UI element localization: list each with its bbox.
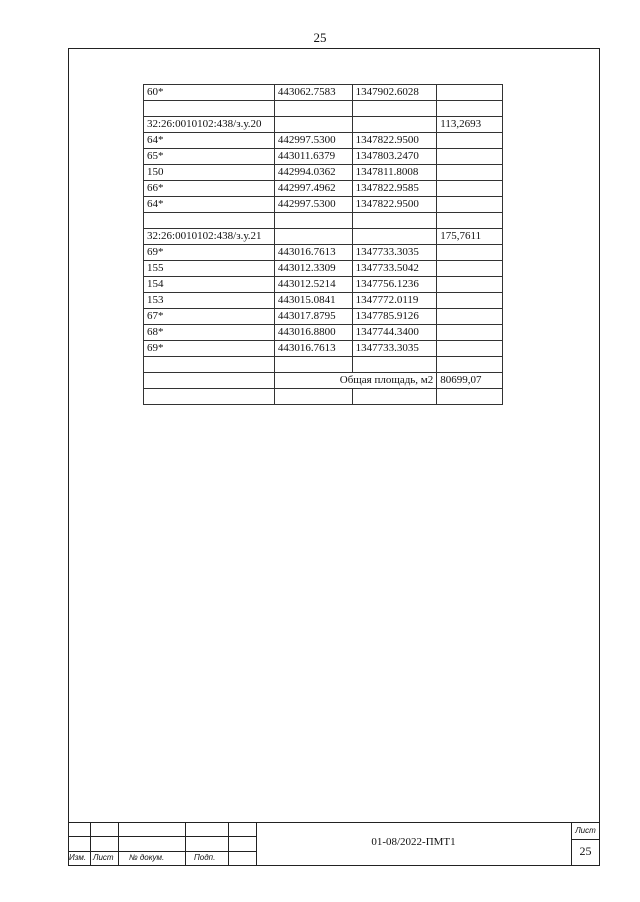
table-cell: 1347803.2470 — [352, 149, 437, 165]
table-row — [144, 245, 503, 261]
table-cell: 1347733.3035 — [352, 245, 437, 261]
table-cell: 1347822.9585 — [352, 181, 437, 197]
table-row — [144, 341, 503, 357]
table-cell: 443011.6379 — [274, 149, 352, 165]
table-cell — [437, 389, 503, 405]
label-list: Лист — [93, 853, 114, 862]
table-cell — [144, 213, 275, 229]
title-block-top-line — [68, 822, 600, 823]
table-cell: 1347785.9126 — [352, 309, 437, 325]
table-cell: 1347744.3400 — [352, 325, 437, 341]
table-cell — [437, 277, 503, 293]
table-cell: 155 — [144, 261, 275, 277]
table-cell — [437, 357, 503, 373]
table-cell: 1347811.8008 — [352, 165, 437, 181]
table-cell: 442997.5300 — [274, 133, 352, 149]
table-cell — [144, 101, 275, 117]
table-cell: 442994.0362 — [274, 165, 352, 181]
page-number-top: 25 — [313, 30, 327, 45]
sheet-label: Лист — [575, 826, 596, 835]
table-cell: 442997.4962 — [274, 181, 352, 197]
table-cell — [352, 389, 437, 405]
table-cell — [274, 229, 352, 245]
table-cell: 1347733.3035 — [352, 341, 437, 357]
table-row — [144, 181, 503, 197]
table-row — [144, 133, 503, 149]
table-cell: 67* — [144, 309, 275, 325]
table-row — [144, 117, 503, 133]
table-cell — [437, 85, 503, 101]
table-cell — [437, 101, 503, 117]
total-area-label: Общая площадь, м2 — [274, 373, 436, 389]
table-cell — [274, 389, 352, 405]
table-row — [144, 165, 503, 181]
table-cell: 69* — [144, 341, 275, 357]
table-cell — [437, 245, 503, 261]
table-cell — [437, 309, 503, 325]
table-cell: 1347902.6028 — [352, 85, 437, 101]
table-cell — [274, 213, 352, 229]
table-cell — [437, 197, 503, 213]
title-block-col-line — [118, 822, 119, 866]
table-row — [144, 293, 503, 309]
table-cell: 32:26:0010102:438/з.у.21 — [144, 229, 275, 245]
table-cell — [352, 213, 437, 229]
table-cell — [437, 261, 503, 277]
table-row — [144, 389, 503, 405]
table-cell: 1347756.1236 — [352, 277, 437, 293]
table-cell: 443062.7583 — [274, 85, 352, 101]
table-cell: 64* — [144, 133, 275, 149]
table-cell — [274, 101, 352, 117]
title-block-col-line — [90, 822, 91, 866]
table-row — [144, 357, 503, 373]
table-cell — [437, 293, 503, 309]
table-cell: 32:26:0010102:438/з.у.20 — [144, 117, 275, 133]
table-cell — [352, 357, 437, 373]
table-row — [144, 85, 503, 101]
table-cell: 1347772.0119 — [352, 293, 437, 309]
table-cell — [144, 373, 275, 389]
table-cell: 1347822.9500 — [352, 133, 437, 149]
table-cell: 113,2693 — [437, 117, 503, 133]
title-block-col-line — [228, 822, 229, 866]
label-izm: Изм. — [69, 853, 87, 862]
table-cell: 443017.8795 — [274, 309, 352, 325]
table-cell: 443012.3309 — [274, 261, 352, 277]
table-cell — [437, 325, 503, 341]
coordinates-table — [143, 84, 503, 405]
table-cell — [352, 229, 437, 245]
table-cell: 60* — [144, 85, 275, 101]
table-cell: 1347733.5042 — [352, 261, 437, 277]
label-doc-number: № докум. — [129, 853, 165, 862]
table-cell — [437, 181, 503, 197]
table-cell — [437, 165, 503, 181]
table-cell: 69* — [144, 245, 275, 261]
sheet-divider-line — [571, 839, 600, 840]
table-cell: 443012.5214 — [274, 277, 352, 293]
table-cell — [144, 389, 275, 405]
table-cell: 65* — [144, 149, 275, 165]
table-row — [144, 277, 503, 293]
table-row — [144, 101, 503, 117]
table-cell: 154 — [144, 277, 275, 293]
table-cell — [437, 149, 503, 165]
table-cell — [437, 341, 503, 357]
table-cell: 443015.0841 — [274, 293, 352, 309]
table-cell: 175,7611 — [437, 229, 503, 245]
table-row — [144, 197, 503, 213]
table-cell: 1347822.9500 — [352, 197, 437, 213]
table-cell — [274, 117, 352, 133]
table-row — [144, 229, 503, 245]
table-cell — [437, 213, 503, 229]
table-cell — [144, 357, 275, 373]
table-row — [144, 325, 503, 341]
table-cell: 443016.8800 — [274, 325, 352, 341]
table-cell — [437, 133, 503, 149]
table-cell: 66* — [144, 181, 275, 197]
table-cell: 68* — [144, 325, 275, 341]
total-row — [144, 373, 503, 389]
table-cell: 443016.7613 — [274, 245, 352, 261]
table-cell — [352, 117, 437, 133]
table-cell: 443016.7613 — [274, 341, 352, 357]
table-cell: 442997.5300 — [274, 197, 352, 213]
table-row — [144, 261, 503, 277]
table-cell: 153 — [144, 293, 275, 309]
table-row — [144, 149, 503, 165]
document-code: 01-08/2022-ПМТ1 — [371, 836, 456, 848]
table-cell: 150 — [144, 165, 275, 181]
table-cell: 64* — [144, 197, 275, 213]
label-signature: Подп. — [194, 853, 216, 862]
table-cell — [274, 357, 352, 373]
title-block-col-line — [185, 822, 186, 866]
table-row — [144, 213, 503, 229]
total-area-value: 80699,07 — [437, 373, 503, 389]
sheet-number: 25 — [579, 844, 592, 858]
table-row — [144, 309, 503, 325]
table-cell — [352, 101, 437, 117]
